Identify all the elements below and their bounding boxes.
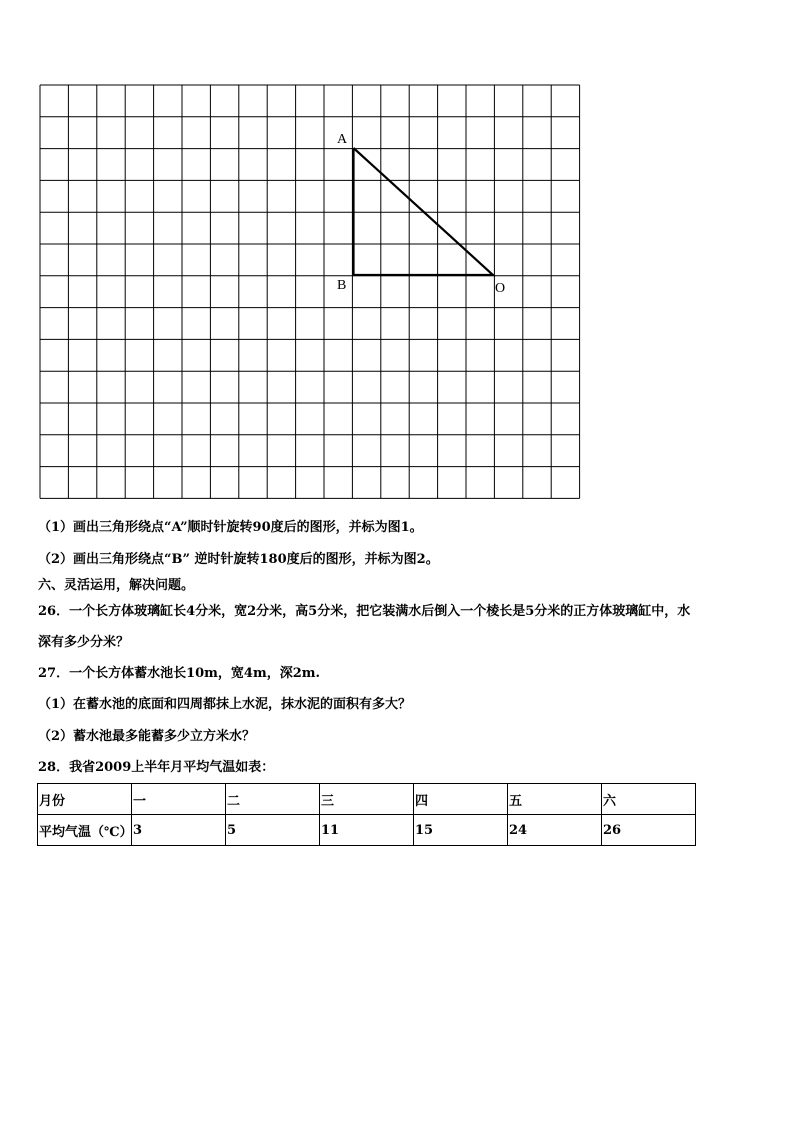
table-cell: 24: [508, 815, 602, 846]
table-cell: 5: [226, 815, 320, 846]
table-cell: 六: [602, 784, 696, 815]
table-cell: 3: [132, 815, 226, 846]
table-cell: 三: [320, 784, 414, 815]
point-label-a: A: [337, 132, 348, 147]
table-cell: 月份: [38, 784, 132, 815]
problem-28: 28．我省2009上半年月平均气温如表：: [38, 760, 275, 775]
table-cell: 四: [414, 784, 508, 815]
question-1: （1）画出三角形绕点“A”顺时针旋转90度后的图形，并标为图1。: [38, 520, 423, 535]
table-cell: 二: [226, 784, 320, 815]
problem-27: 27．一个长方体蓄水池长10m，宽4m，深2m.: [38, 666, 321, 681]
triangle-abo: [354, 148, 494, 275]
table-cell: 26: [602, 815, 696, 846]
table-cell: 五: [508, 784, 602, 815]
table-cell: 一: [132, 784, 226, 815]
problem-27-question-2: （2）蓄水池最多能蓄多少立方米水？: [38, 729, 256, 744]
table-cell: 平均气温（℃）: [38, 815, 132, 846]
table-cell: 15: [414, 815, 508, 846]
table-cell: 11: [320, 815, 414, 846]
grid-figure: [0, 0, 794, 520]
table-row: [38, 815, 696, 846]
table-row: [38, 784, 696, 815]
point-label-b: B: [337, 278, 347, 293]
problem-26-line1: 26．一个长方体玻璃缸长4分米，宽2分米，高5分米，把它装满水后倒入一个棱长是5分米的正方体玻璃缸中，水: [38, 604, 691, 619]
question-2: （2）画出三角形绕点“B” 逆时针旋转180度后的图形，并标为图2。: [38, 552, 439, 567]
problem-27-question-1: （1）在蓄水池的底面和四周都抹上水泥，抹水泥的面积有多大？: [38, 697, 412, 712]
temperature-table: [37, 783, 696, 846]
problem-26-line2: 深有多少分米？: [38, 635, 130, 650]
point-label-o: O: [495, 281, 506, 296]
section-six-heading: 六、灵活运用，解决问题。: [38, 578, 195, 593]
